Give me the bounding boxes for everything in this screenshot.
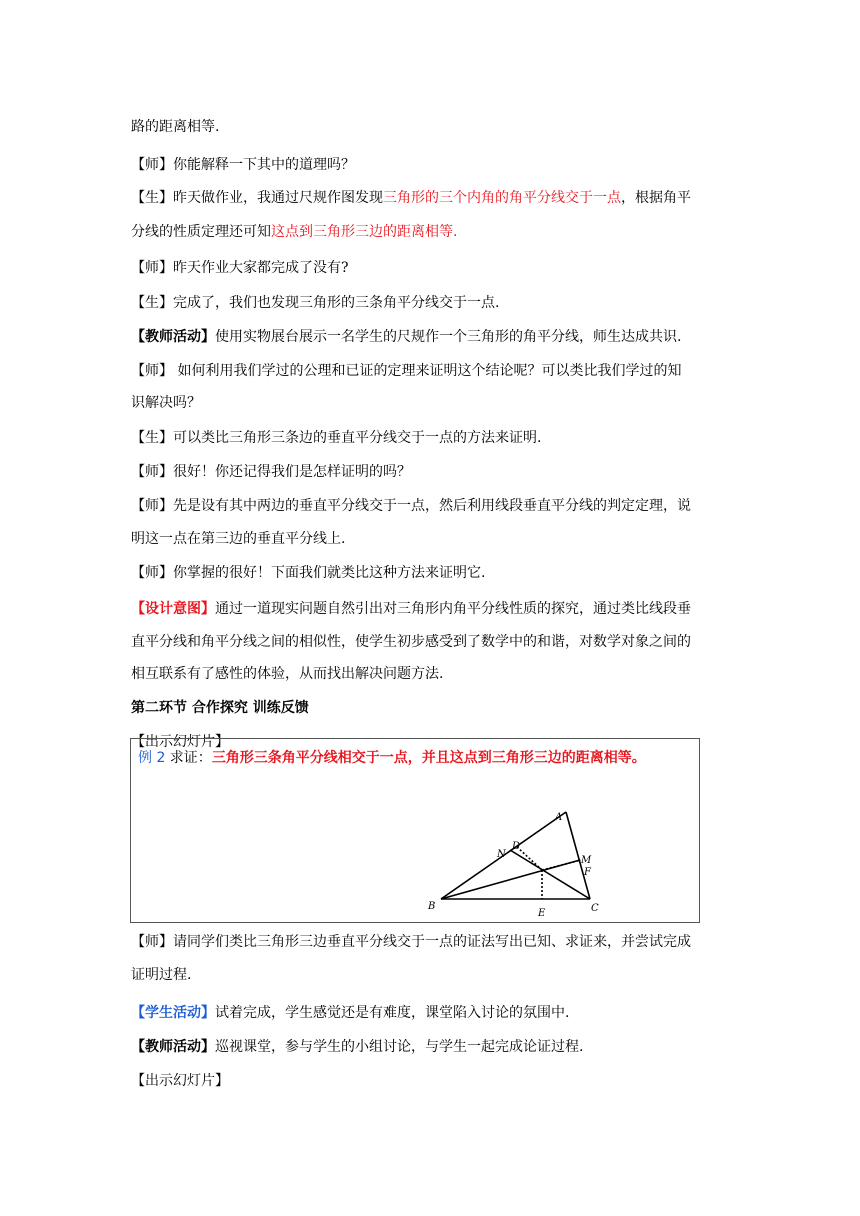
text-line [131, 117, 731, 137]
text-segment: 巡视课堂，参与学生的小组讨论，与学生一起完成论证过程. [215, 1039, 584, 1055]
text-segment: 相互联系有了感性的体验，从而找出解决问题方法. [131, 666, 444, 682]
text-segment: 【师】你能解释一下其中的道理吗？ [131, 157, 355, 173]
text-line [131, 188, 731, 208]
example-statement: 三角形三条角平分线相交于一点，并且这点到三角形三边的距离相等。 [211, 750, 646, 766]
text-segment: 三角形的三个内角的角平分线交于一点 [383, 190, 621, 206]
text-segment: 明这一点在第三边的垂直平分线上. [131, 531, 346, 547]
text-line [131, 698, 731, 718]
text-segment: 【师】很好！你还记得我们是怎样证明的吗？ [131, 464, 411, 480]
label-m: M [581, 855, 592, 866]
text-line [131, 293, 731, 313]
text-segment: ，根据角平 [621, 190, 691, 206]
text-line [131, 222, 731, 242]
label-n: N [497, 849, 506, 860]
text-segment: 【教师活动】 [131, 329, 215, 345]
text-segment: 【师】昨天作业大家都完成了没有? [131, 260, 349, 276]
label-a: A [555, 812, 563, 823]
text-line [131, 664, 731, 684]
text-segment: 【师】 如何利用我们学过的公理和已证的定理来证明这个结论呢？可以类比我们学过的知 [131, 363, 682, 379]
text-segment: 第二环节 合作探究 训练反馈 [131, 700, 309, 716]
text-line [131, 529, 731, 549]
text-line [131, 462, 731, 482]
text-segment: 【设计意图】 [131, 601, 215, 617]
text-line [131, 599, 731, 619]
label-f: F [584, 867, 591, 878]
label-c: C [591, 903, 599, 914]
text-segment: 【生】完成了，我们也发现三角形的三条角平分线交于一点. [131, 295, 500, 311]
perp-od [517, 847, 542, 870]
text-line [131, 428, 731, 448]
text-segment: 直平分线和角平分线之间的相似性，使学生初步感受到了数学中的和谐，对数学对象之间的 [131, 634, 691, 650]
label-d: D [512, 841, 521, 852]
text-segment: 识解决吗？ [131, 395, 201, 411]
text-segment: 使用实物展台展示一名学生的尺规作一个三角形的角平分线，师生达成共识. [215, 329, 682, 345]
text-line [131, 258, 731, 278]
text-line [131, 1071, 731, 1091]
text-segment: 【师】先是设有其中两边的垂直平分线交于一点，然后利用线段垂直平分线的判定定理，说 [131, 498, 691, 514]
text-line [131, 155, 731, 175]
text-line [131, 932, 731, 952]
text-line [131, 965, 731, 985]
text-segment: 证明过程. [131, 967, 192, 983]
text-line [131, 1003, 731, 1023]
triangle-figure [131, 739, 701, 924]
text-segment: 这点到三角形三边的距离相等. [271, 224, 458, 240]
text-segment: 【师】你掌握的很好！下面我们就类比这种方法来证明它. [131, 565, 486, 581]
text-line [131, 393, 731, 413]
text-line [131, 632, 731, 652]
example-label: 例 2 [138, 750, 166, 766]
text-segment: 分线的性质定理还可知 [131, 224, 271, 240]
text-segment: 【生】可以类比三角形三条边的垂直平分线交于一点的方法来证明. [131, 430, 542, 446]
label-e: E [538, 908, 546, 919]
text-line [131, 563, 731, 583]
text-segment: 试着完成，学生感觉还是有难度，课堂陷入讨论的氛围中. [215, 1005, 570, 1021]
text-segment: 【生】昨天做作业，我通过尺规作图发现 [131, 190, 383, 206]
text-line [131, 496, 731, 516]
text-line [131, 327, 731, 347]
example-prefix: 求证： [165, 750, 212, 766]
label-b: B [428, 901, 436, 912]
text-segment: 【出示幻灯片】 [131, 1073, 229, 1089]
text-segment: 路的距离相等. [131, 119, 220, 135]
text-line [131, 361, 731, 381]
slide-box [130, 738, 700, 923]
text-segment: 【学生活动】 [131, 1005, 215, 1021]
text-segment: 【教师活动】 [131, 1039, 215, 1055]
text-segment: 【师】请同学们类比三角形三边垂直平分线交于一点的证法写出已知、求证来，并尝试完成 [131, 934, 691, 950]
text-line [131, 1037, 731, 1057]
text-segment: 通过一道现实问题自然引出对三角形内角平分线性质的探究，通过类比线段垂 [215, 601, 691, 617]
text-segment: 【出示幻灯片】 [131, 734, 229, 750]
